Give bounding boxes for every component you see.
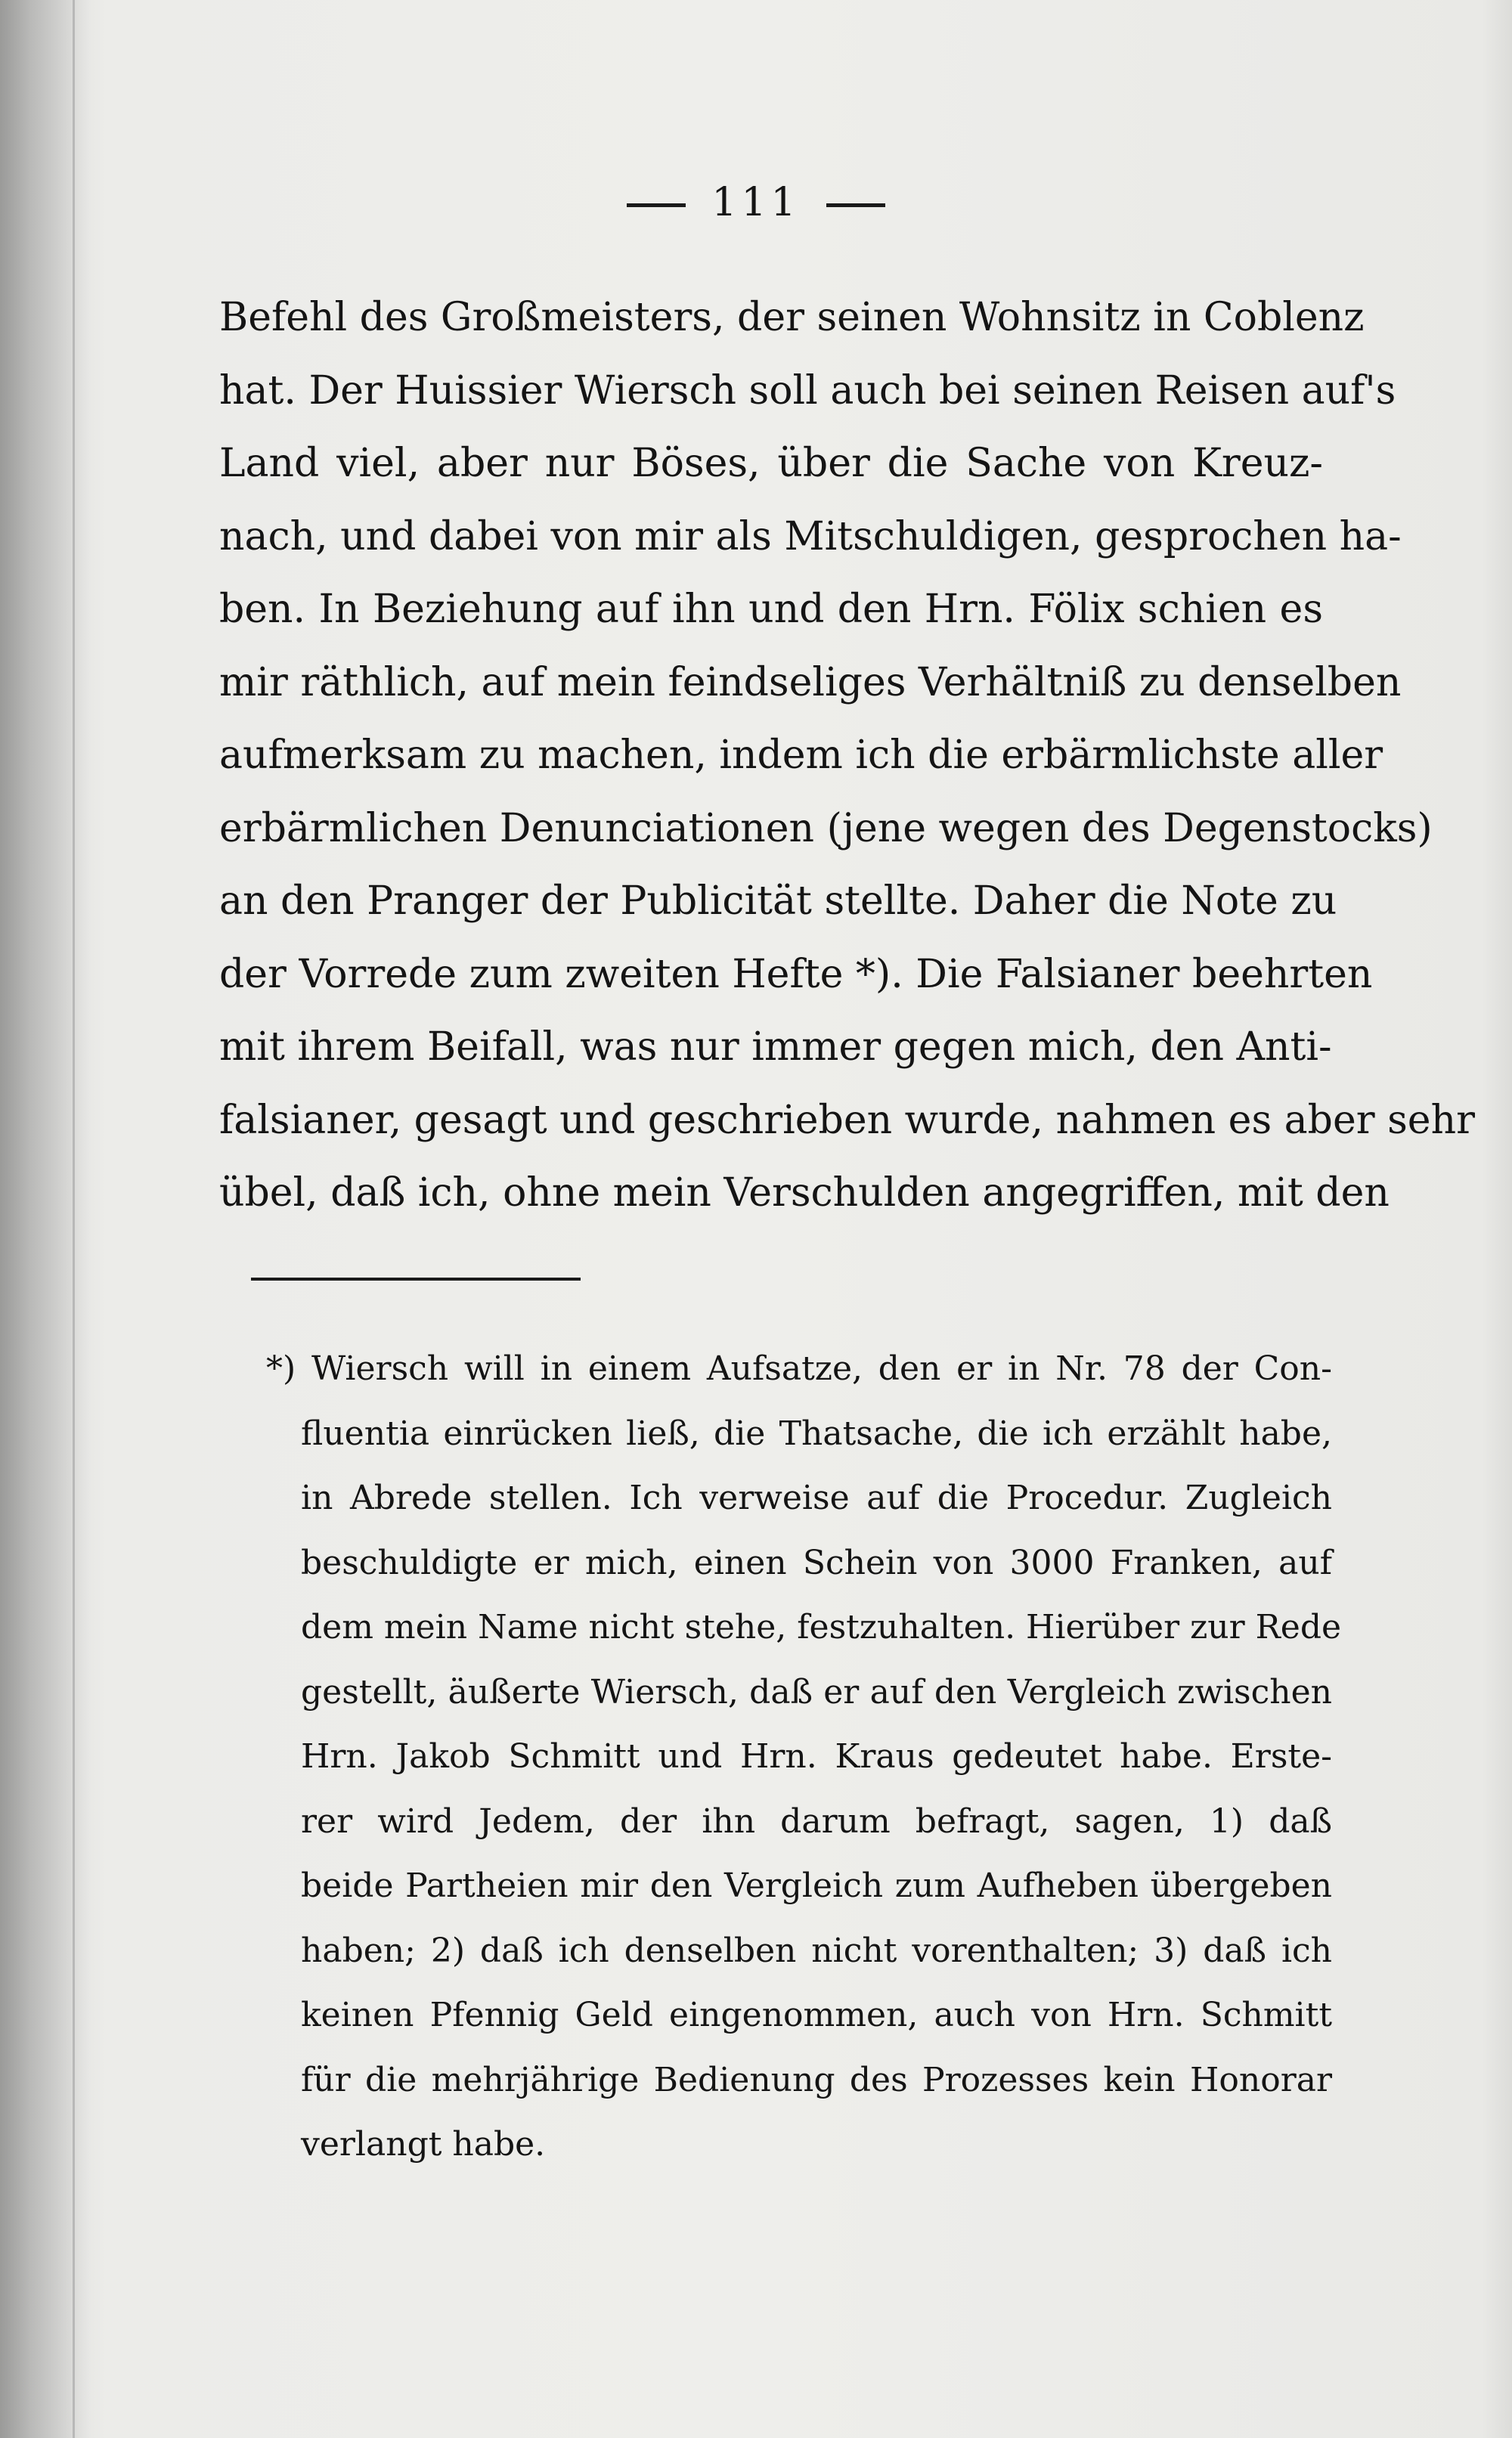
footnote-separator [251,1278,581,1281]
page-header [0,180,1512,225]
footnote-line: *) Wiersch will in einem Aufsatze, den er in Nr. 78 der Con- [266,1349,1332,1388]
body-line: ben. In Beziehung auf ihn und den Hrn. Fölix schien es [219,587,1323,632]
body-line: aufmerksam zu machen, indem ich die erbärmlichste aller [219,733,1383,778]
footnote-line: gestellt, äußerte Wiersch, daß er auf den Vergleich zwischen [301,1672,1332,1712]
header-dash-left [627,203,686,207]
page-number: 111 [711,180,801,225]
footnote [266,1337,1342,2177]
footnote-line: dem mein Name nicht stehe, festzuhalten. Hierüber zur Rede [301,1608,1342,1647]
body-line: erbärmlichen Denunciationen (jene wegen des Degenstocks) [219,805,1433,851]
body-line: nach, und dabei von mir als Mitschuldigen, gesprochen ha- [219,513,1402,559]
footnote-line: für die mehrjährige Bedienung des Prozesses kein Honorar [301,2060,1332,2099]
footnote-line: keinen Pfennig Geld eingenommen, auch von Hrn. Schmitt [301,1996,1332,2034]
body-line: mir räthlich, auf mein feindseliges Verhältniß zu denselben [219,659,1402,705]
header-dash-right [826,203,885,207]
binding-edge [73,0,75,2438]
binding-shadow [0,0,91,2438]
body-line: der Vorrede zum zweiten Hefte *). Die Falsianer beehrten [219,951,1373,997]
footnote-line: beschuldigte er mich, einen Schein von 3000 Franken, auf [301,1543,1332,1582]
body-line: hat. Der Huissier Wiersch soll auch bei seinen Reisen auf's [219,367,1396,414]
footnote-line: in Abrede stellen. Ich verweise auf die Procedur. Zugleich [301,1479,1332,1517]
footnote-line: beide Partheien mir den Vergleich zum Aufheben übergeben [301,1866,1332,1905]
body-line: falsianer, gesagt und geschrieben wurde, nahmen es aber sehr [219,1097,1475,1143]
footnote-line: Hrn. Jakob Schmitt und Hrn. Kraus gedeutet habe. Erste- [301,1737,1332,1776]
body-text [219,281,1475,1230]
footnote-line: haben; 2) daß ich denselben nicht vorenthalten; 3) daß ich [301,1931,1332,1970]
footnote-line: rer wird Jedem, der ihn darum befragt, sagen, 1) daß [301,1801,1332,1841]
footnote-line: verlangt habe. [301,2125,546,2164]
body-line: mit ihrem Beifall, was nur immer gegen mich, den Anti- [219,1024,1332,1070]
footnote-line: fluentia einrücken ließ, die Thatsache, die ich erzählt habe, [301,1414,1332,1453]
body-line: Befehl des Großmeisters, der seinen Wohnsitz in Coblenz [219,295,1365,340]
body-line: übel, daß ich, ohne mein Verschulden angegriffen, mit den [219,1170,1390,1216]
body-line: an den Pranger der Publicität stellte. Daher die Note zu [219,878,1337,924]
body-line: Land viel, aber nur Böses, über die Sache von Kreuz- [219,441,1323,486]
